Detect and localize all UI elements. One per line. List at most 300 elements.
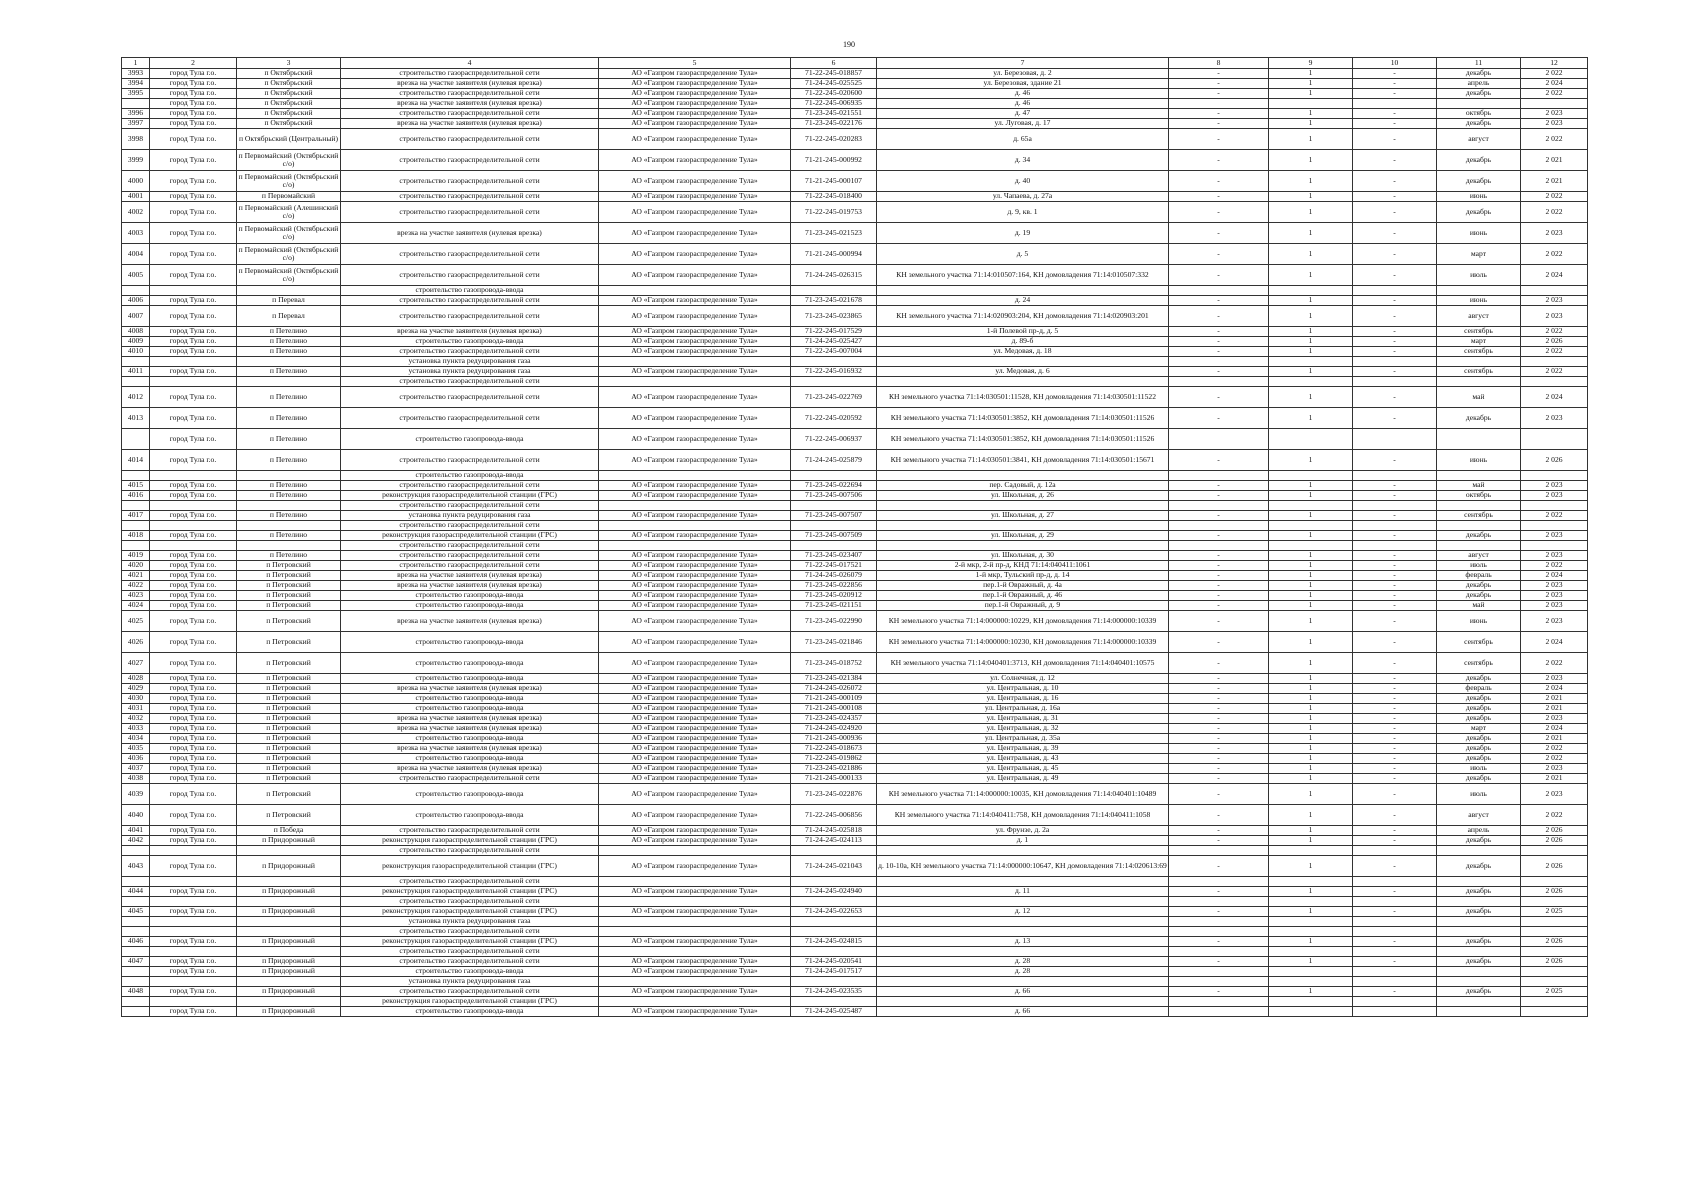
year-cell: 2 022 — [1521, 744, 1588, 754]
organization-cell: АО «Газпром газораспределение Тула» — [599, 79, 791, 89]
city-cell: город Тула г.о. — [150, 119, 237, 129]
settlement-cell: п Петровский — [237, 784, 341, 805]
table-row — [122, 306, 1588, 327]
work-type-cell: строительство газораспределительной сети — [341, 306, 599, 327]
application-code-cell: 71-23-245-023865 — [791, 306, 877, 327]
table-row — [122, 551, 1588, 561]
table-row — [122, 192, 1588, 202]
application-code-cell: 71-23-245-024357 — [791, 714, 877, 724]
table-row — [122, 632, 1588, 653]
work-type-cell: врезка на участке заявителя (нулевая врезка) — [341, 119, 599, 129]
row-number: 4004 — [122, 244, 150, 265]
col10-cell: - — [1353, 223, 1437, 244]
city-cell: город Тула г.о. — [150, 429, 237, 450]
work-type-cell: врезка на участке заявителя (нулевая врезка) — [341, 611, 599, 632]
year-cell: 2 022 — [1521, 347, 1588, 357]
organization-cell: АО «Газпром газораспределение Тула» — [599, 99, 791, 109]
col10-cell — [1353, 927, 1437, 937]
col10-cell — [1353, 471, 1437, 481]
application-code-cell — [791, 377, 877, 387]
table-row — [122, 764, 1588, 774]
address-cell: ул. Центральная, д. 35а — [877, 734, 1169, 744]
year-cell: 2 021 — [1521, 774, 1588, 784]
application-code-cell: 71-24-245-026079 — [791, 571, 877, 581]
address-cell: д. 13 — [877, 937, 1169, 947]
col8-cell: - — [1169, 764, 1269, 774]
col10-cell — [1353, 541, 1437, 551]
city-cell — [150, 947, 237, 957]
col8-cell: - — [1169, 89, 1269, 99]
row-number — [122, 521, 150, 531]
application-code-cell: 71-24-245-023535 — [791, 987, 877, 997]
month-cell: август — [1437, 551, 1521, 561]
work-type-cell: строительство газопровода-ввода — [341, 632, 599, 653]
row-number — [122, 1007, 150, 1017]
city-cell: город Тула г.о. — [150, 724, 237, 734]
month-cell: декабрь — [1437, 754, 1521, 764]
col10-cell: - — [1353, 774, 1437, 784]
city-cell: город Тула г.о. — [150, 744, 237, 754]
table-row — [122, 704, 1588, 714]
address-cell — [877, 977, 1169, 987]
city-cell: город Тула г.о. — [150, 674, 237, 684]
work-type-cell: строительство газораспределительной сети — [341, 377, 599, 387]
settlement-cell: п Придорожный — [237, 957, 341, 967]
settlement-cell: п Петелино — [237, 337, 341, 347]
column-header: 12 — [1521, 58, 1588, 69]
col9-cell: 1 — [1269, 754, 1353, 764]
organization-cell: АО «Газпром газораспределение Тула» — [599, 774, 791, 784]
col10-cell: - — [1353, 571, 1437, 581]
month-cell: декабрь — [1437, 119, 1521, 129]
settlement-cell: п Придорожный — [237, 1007, 341, 1017]
application-code-cell: 71-22-245-018400 — [791, 192, 877, 202]
table-row — [122, 987, 1588, 997]
table-row — [122, 377, 1588, 387]
col9-cell: 1 — [1269, 591, 1353, 601]
year-cell — [1521, 997, 1588, 1007]
table-row — [122, 491, 1588, 501]
month-cell — [1437, 997, 1521, 1007]
col8-cell — [1169, 1007, 1269, 1017]
col9-cell: 1 — [1269, 69, 1353, 79]
col8-cell: - — [1169, 601, 1269, 611]
organization-cell: АО «Газпром газораспределение Тула» — [599, 581, 791, 591]
row-number: 4000 — [122, 171, 150, 192]
city-cell: город Тула г.о. — [150, 653, 237, 674]
table-row — [122, 223, 1588, 244]
month-cell: декабрь — [1437, 150, 1521, 171]
year-cell: 2 026 — [1521, 450, 1588, 471]
work-type-cell: строительство газопровода-ввода — [341, 967, 599, 977]
settlement-cell: п Первомайский (Октябрьский с/о) — [237, 265, 341, 286]
work-type-cell: строительство газопровода-ввода — [341, 429, 599, 450]
work-type-cell: строительство газораспределительной сети — [341, 561, 599, 571]
application-code-cell: 71-24-245-026072 — [791, 684, 877, 694]
organization-cell — [599, 357, 791, 367]
column-header: 1 — [122, 58, 150, 69]
city-cell: город Тула г.о. — [150, 754, 237, 764]
col8-cell: - — [1169, 694, 1269, 704]
col9-cell: 1 — [1269, 571, 1353, 581]
col8-cell: - — [1169, 591, 1269, 601]
col9-cell: 1 — [1269, 265, 1353, 286]
organization-cell — [599, 877, 791, 887]
row-number: 4012 — [122, 387, 150, 408]
application-code-cell: 71-22-245-017521 — [791, 561, 877, 571]
city-cell: город Тула г.о. — [150, 581, 237, 591]
work-type-cell: строительство газопровода-ввода — [341, 471, 599, 481]
col8-cell: - — [1169, 987, 1269, 997]
row-number: 4014 — [122, 450, 150, 471]
row-number: 4027 — [122, 653, 150, 674]
city-cell: город Тула г.о. — [150, 99, 237, 109]
col8-cell: - — [1169, 69, 1269, 79]
year-cell: 2 025 — [1521, 907, 1588, 917]
table-row — [122, 408, 1588, 429]
work-type-cell: реконструкция газораспределительной станции (ГРС) — [341, 836, 599, 846]
organization-cell — [599, 927, 791, 937]
year-cell: 2 024 — [1521, 387, 1588, 408]
row-number: 4034 — [122, 734, 150, 744]
month-cell: декабрь — [1437, 937, 1521, 947]
col10-cell: - — [1353, 387, 1437, 408]
month-cell: декабрь — [1437, 202, 1521, 223]
settlement-cell: п Перевал — [237, 296, 341, 306]
city-cell: город Тула г.о. — [150, 306, 237, 327]
work-type-cell: строительство газопровода-ввода — [341, 337, 599, 347]
year-cell — [1521, 947, 1588, 957]
year-cell: 2 023 — [1521, 601, 1588, 611]
work-type-cell: врезка на участке заявителя (нулевая врезка) — [341, 79, 599, 89]
col9-cell: 1 — [1269, 744, 1353, 754]
col8-cell: - — [1169, 367, 1269, 377]
city-cell: город Тула г.о. — [150, 450, 237, 471]
month-cell: декабрь — [1437, 674, 1521, 684]
work-type-cell: строительство газопровода-ввода — [341, 694, 599, 704]
address-cell: КН земельного участка 71:14:010507:164, КН домовладения 71:14:010507:332 — [877, 265, 1169, 286]
table-row — [122, 531, 1588, 541]
row-number: 4011 — [122, 367, 150, 377]
row-number: 4008 — [122, 327, 150, 337]
month-cell: сентябрь — [1437, 511, 1521, 521]
organization-cell: АО «Газпром газораспределение Тула» — [599, 836, 791, 846]
col10-cell — [1353, 501, 1437, 511]
organization-cell — [599, 917, 791, 927]
work-type-cell: строительство газопровода-ввода — [341, 754, 599, 764]
application-code-cell — [791, 846, 877, 856]
year-cell — [1521, 877, 1588, 887]
settlement-cell: п Петровский — [237, 744, 341, 754]
row-number: 4045 — [122, 907, 150, 917]
address-cell: д. 65а — [877, 129, 1169, 150]
col8-cell: - — [1169, 887, 1269, 897]
table-row — [122, 501, 1588, 511]
column-header: 4 — [341, 58, 599, 69]
work-type-cell: врезка на участке заявителя (нулевая врезка) — [341, 684, 599, 694]
col8-cell — [1169, 947, 1269, 957]
col9-cell: 1 — [1269, 89, 1353, 99]
application-code-cell: 71-22-245-007004 — [791, 347, 877, 357]
col10-cell: - — [1353, 265, 1437, 286]
year-cell: 2 022 — [1521, 89, 1588, 99]
col9-cell: 1 — [1269, 119, 1353, 129]
year-cell: 2 022 — [1521, 367, 1588, 377]
month-cell — [1437, 977, 1521, 987]
month-cell — [1437, 357, 1521, 367]
address-cell: 2-й мкр, 2-й пр-д, КНД 71:14:040411:1061 — [877, 561, 1169, 571]
city-cell: город Тула г.о. — [150, 784, 237, 805]
table-row — [122, 265, 1588, 286]
table-row — [122, 774, 1588, 784]
organization-cell: АО «Газпром газораспределение Тула» — [599, 481, 791, 491]
month-cell — [1437, 377, 1521, 387]
col9-cell: 1 — [1269, 805, 1353, 826]
application-code-cell: 71-21-245-000936 — [791, 734, 877, 744]
col8-cell: - — [1169, 244, 1269, 265]
application-code-cell: 71-22-245-020600 — [791, 89, 877, 99]
city-cell: город Тула г.о. — [150, 764, 237, 774]
col10-cell: - — [1353, 754, 1437, 764]
col10-cell — [1353, 521, 1437, 531]
col9-cell — [1269, 947, 1353, 957]
year-cell: 2 023 — [1521, 481, 1588, 491]
col9-cell: 1 — [1269, 223, 1353, 244]
address-cell — [877, 286, 1169, 296]
table-row — [122, 684, 1588, 694]
month-cell — [1437, 521, 1521, 531]
address-cell: ул. Солнечная, д. 12 — [877, 674, 1169, 684]
address-cell: ул. Чапаева, д. 27а — [877, 192, 1169, 202]
month-cell: июнь — [1437, 192, 1521, 202]
month-cell: декабрь — [1437, 856, 1521, 877]
table-row — [122, 744, 1588, 754]
row-number: 4002 — [122, 202, 150, 223]
col8-cell: - — [1169, 511, 1269, 521]
month-cell — [1437, 917, 1521, 927]
work-type-cell: строительство газораспределительной сети — [341, 846, 599, 856]
address-cell: КН земельного участка 71:14:020903:204, КН домовладения 71:14:020903:201 — [877, 306, 1169, 327]
work-type-cell: строительство газораспределительной сети — [341, 192, 599, 202]
settlement-cell: п Октябрьский — [237, 109, 341, 119]
organization-cell: АО «Газпром газораспределение Тула» — [599, 744, 791, 754]
month-cell: октябрь — [1437, 109, 1521, 119]
col9-cell: 1 — [1269, 551, 1353, 561]
city-cell: город Тула г.о. — [150, 734, 237, 744]
settlement-cell: п Петровский — [237, 734, 341, 744]
col9-cell: 1 — [1269, 296, 1353, 306]
row-number: 4047 — [122, 957, 150, 967]
month-cell: декабрь — [1437, 957, 1521, 967]
row-number: 3998 — [122, 129, 150, 150]
col9-cell: 1 — [1269, 724, 1353, 734]
col10-cell: - — [1353, 694, 1437, 704]
address-cell: д. 5 — [877, 244, 1169, 265]
organization-cell — [599, 997, 791, 1007]
organization-cell: АО «Газпром газораспределение Тула» — [599, 957, 791, 967]
col10-cell: - — [1353, 826, 1437, 836]
year-cell: 2 023 — [1521, 714, 1588, 724]
settlement-cell: п Петровский — [237, 774, 341, 784]
table-row — [122, 653, 1588, 674]
organization-cell: АО «Газпром газораспределение Тула» — [599, 491, 791, 501]
application-code-cell: 71-24-245-021043 — [791, 856, 877, 877]
col8-cell: - — [1169, 408, 1269, 429]
col8-cell: - — [1169, 265, 1269, 286]
organization-cell: АО «Газпром газораспределение Тула» — [599, 531, 791, 541]
month-cell: март — [1437, 244, 1521, 265]
organization-cell: АО «Газпром газораспределение Тула» — [599, 887, 791, 897]
organization-cell: АО «Газпром газораспределение Тула» — [599, 367, 791, 377]
address-cell: д. 11 — [877, 887, 1169, 897]
work-type-cell: реконструкция газораспределительной станции (ГРС) — [341, 856, 599, 877]
organization-cell: АО «Газпром газораспределение Тула» — [599, 337, 791, 347]
col8-cell — [1169, 521, 1269, 531]
settlement-cell: п Придорожный — [237, 856, 341, 877]
col9-cell: 1 — [1269, 306, 1353, 327]
table-row — [122, 357, 1588, 367]
col9-cell — [1269, 541, 1353, 551]
application-code-cell: 71-24-245-025525 — [791, 79, 877, 89]
organization-cell: АО «Газпром газораспределение Тула» — [599, 684, 791, 694]
address-cell: д. 1 — [877, 836, 1169, 846]
year-cell: 2 021 — [1521, 694, 1588, 704]
col10-cell — [1353, 846, 1437, 856]
city-cell: город Тула г.о. — [150, 684, 237, 694]
work-type-cell: строительство газопровода-ввода — [341, 601, 599, 611]
col10-cell — [1353, 917, 1437, 927]
col8-cell — [1169, 927, 1269, 937]
organization-cell: АО «Газпром газораспределение Тула» — [599, 89, 791, 99]
col10-cell: - — [1353, 367, 1437, 377]
settlement-cell: п Октябрьский — [237, 89, 341, 99]
row-number — [122, 429, 150, 450]
col9-cell — [1269, 917, 1353, 927]
settlement-cell: п Придорожный — [237, 937, 341, 947]
work-type-cell: строительство газораспределительной сети — [341, 897, 599, 907]
table-row — [122, 805, 1588, 826]
table-row — [122, 327, 1588, 337]
month-cell: декабрь — [1437, 591, 1521, 601]
settlement-cell: п Петровский — [237, 704, 341, 714]
month-cell: сентябрь — [1437, 632, 1521, 653]
application-code-cell — [791, 977, 877, 987]
city-cell: город Тула г.о. — [150, 551, 237, 561]
month-cell: декабрь — [1437, 531, 1521, 541]
settlement-cell — [237, 471, 341, 481]
organization-cell: АО «Газпром газораспределение Тула» — [599, 347, 791, 357]
month-cell: декабрь — [1437, 734, 1521, 744]
month-cell: декабрь — [1437, 714, 1521, 724]
row-number: 4017 — [122, 511, 150, 521]
row-number — [122, 501, 150, 511]
row-number — [122, 977, 150, 987]
col9-cell — [1269, 99, 1353, 109]
col10-cell — [1353, 897, 1437, 907]
row-number: 3994 — [122, 79, 150, 89]
year-cell: 2 023 — [1521, 784, 1588, 805]
settlement-cell: п Петелино — [237, 491, 341, 501]
col8-cell — [1169, 967, 1269, 977]
address-cell: д. 10-10а, КН земельного участка 71:14:000000:10647, КН домовладения 71:14:020613:69 — [877, 856, 1169, 877]
work-type-cell: реконструкция газораспределительной станции (ГРС) — [341, 937, 599, 947]
col9-cell: 1 — [1269, 561, 1353, 571]
col8-cell: - — [1169, 150, 1269, 171]
city-cell: город Тула г.о. — [150, 714, 237, 724]
settlement-cell — [237, 947, 341, 957]
row-number: 4032 — [122, 714, 150, 724]
col8-cell: - — [1169, 337, 1269, 347]
col10-cell: - — [1353, 306, 1437, 327]
address-cell: ул. Центральная, д. 49 — [877, 774, 1169, 784]
col10-cell: - — [1353, 653, 1437, 674]
table-row — [122, 846, 1588, 856]
city-cell: город Тула г.о. — [150, 632, 237, 653]
month-cell — [1437, 967, 1521, 977]
table-row — [122, 674, 1588, 684]
address-cell: ул. Школьная, д. 29 — [877, 531, 1169, 541]
city-cell: город Тула г.о. — [150, 89, 237, 99]
col9-cell: 1 — [1269, 694, 1353, 704]
work-type-cell: строительство газопровода-ввода — [341, 1007, 599, 1017]
address-cell — [877, 471, 1169, 481]
work-type-cell: строительство газораспределительной сети — [341, 541, 599, 551]
work-type-cell: установка пункта редуцирования газа — [341, 367, 599, 377]
col8-cell: - — [1169, 704, 1269, 714]
city-cell: город Тула г.о. — [150, 327, 237, 337]
col8-cell — [1169, 897, 1269, 907]
city-cell — [150, 897, 237, 907]
row-number: 4038 — [122, 774, 150, 784]
application-code-cell: 71-21-245-000107 — [791, 171, 877, 192]
city-cell — [150, 471, 237, 481]
year-cell: 2 023 — [1521, 109, 1588, 119]
col8-cell: - — [1169, 223, 1269, 244]
col9-cell: 1 — [1269, 653, 1353, 674]
row-number: 3996 — [122, 109, 150, 119]
application-code-cell: 71-24-245-024815 — [791, 937, 877, 947]
table-row — [122, 957, 1588, 967]
row-number: 3999 — [122, 150, 150, 171]
year-cell: 2 026 — [1521, 826, 1588, 836]
year-cell: 2 022 — [1521, 805, 1588, 826]
month-cell: март — [1437, 337, 1521, 347]
col9-cell: 1 — [1269, 937, 1353, 947]
application-code-cell: 71-23-245-023407 — [791, 551, 877, 561]
address-cell: ул. Центральная, д. 32 — [877, 724, 1169, 734]
table-row — [122, 129, 1588, 150]
year-cell: 2 026 — [1521, 937, 1588, 947]
address-cell: КН земельного участка 71:14:030501:11528, КН домовладения 71:14:030501:11522 — [877, 387, 1169, 408]
row-number: 4013 — [122, 408, 150, 429]
work-type-cell: строительство газопровода-ввода — [341, 674, 599, 684]
row-number: 4023 — [122, 591, 150, 601]
settlement-cell: п Первомайский (Октябрьский с/о) — [237, 223, 341, 244]
settlement-cell — [237, 897, 341, 907]
address-cell: ул. Центральная, д. 39 — [877, 744, 1169, 754]
settlement-cell: п Петровский — [237, 611, 341, 632]
col10-cell: - — [1353, 511, 1437, 521]
address-cell: КН земельного участка 71:14:000000:10229, КН домовладения 71:14:000000:10339 — [877, 611, 1169, 632]
application-code-cell: 71-21-245-000133 — [791, 774, 877, 784]
organization-cell: АО «Газпром газораспределение Тула» — [599, 223, 791, 244]
settlement-cell: п Петровский — [237, 754, 341, 764]
settlement-cell: п Петелино — [237, 551, 341, 561]
work-type-cell: врезка на участке заявителя (нулевая врезка) — [341, 744, 599, 754]
col8-cell: - — [1169, 784, 1269, 805]
work-type-cell: строительство газораспределительной сети — [341, 877, 599, 887]
col9-cell: 1 — [1269, 704, 1353, 714]
